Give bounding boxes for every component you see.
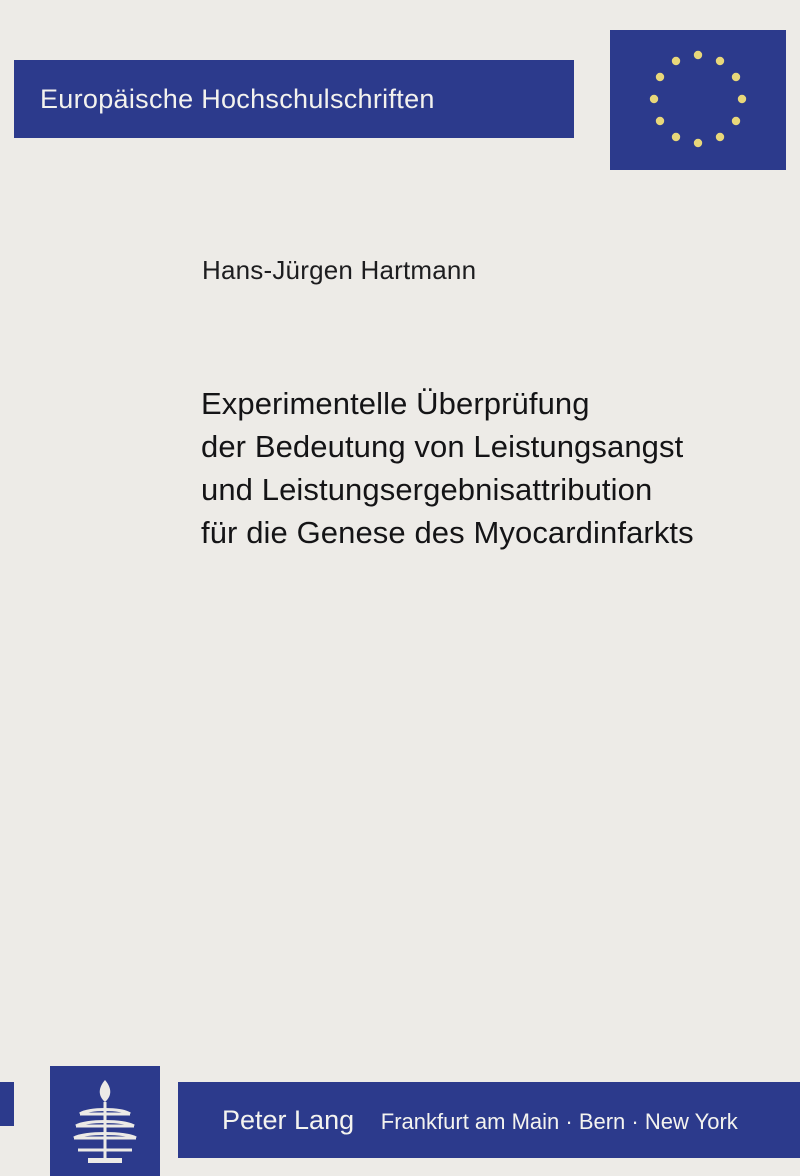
title-line-1: Experimentelle Überprüfung xyxy=(201,386,590,421)
publisher-name: Peter Lang xyxy=(222,1104,355,1135)
eu-flag-icon xyxy=(610,30,786,170)
title-line-2: der Bedeutung von Leistungsangst xyxy=(201,429,684,464)
author-name: Hans-Jürgen Hartmann xyxy=(202,255,477,285)
publisher-cities: Frankfurt am Main · Bern · New York xyxy=(380,1108,738,1134)
series-banner xyxy=(14,60,574,138)
publisher-info xyxy=(178,1105,738,1136)
series-title: Europäische Hochschulschriften xyxy=(40,83,435,114)
peter-lang-logo-icon xyxy=(50,1066,160,1176)
book-title xyxy=(201,382,800,554)
spine-edge-stub xyxy=(0,1082,14,1126)
title-line-4: für die Genese des Myocardinfarkts xyxy=(201,515,694,550)
publisher-banner xyxy=(178,1082,800,1158)
title-line-3: und Leistungsergebnisattribution xyxy=(201,472,653,507)
